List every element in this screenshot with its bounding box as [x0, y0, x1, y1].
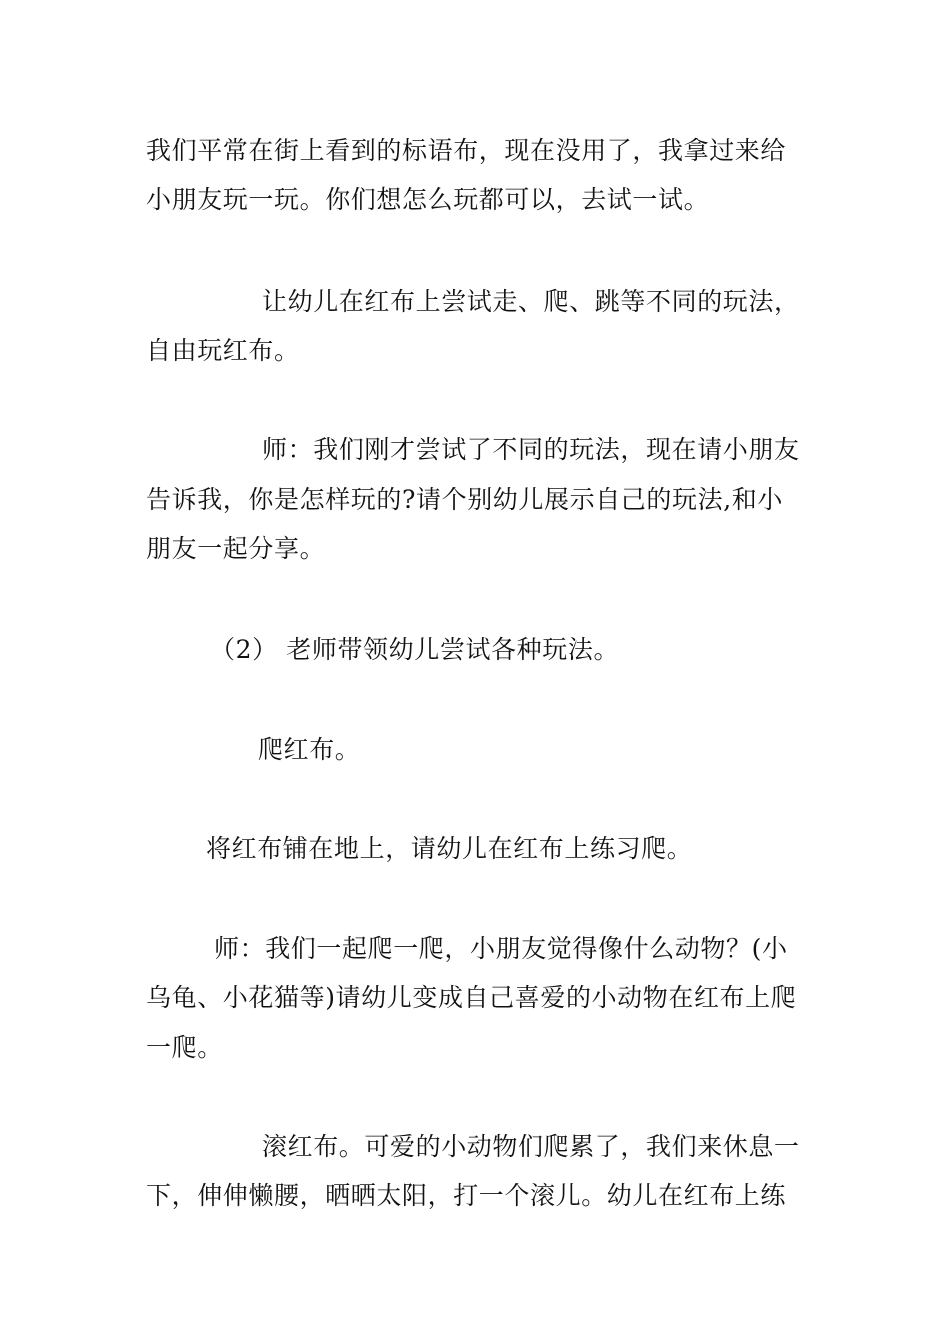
- paragraph-1-line-1: 我们平常在街上看到的标语布，现在没用了，我拿过来给: [146, 136, 787, 165]
- paragraph-3-line-3: 朋友一起分享。: [146, 534, 326, 563]
- paragraph-2-line-1: 让幼儿在红布上尝试走、爬、跳等不同的玩法，: [262, 287, 800, 316]
- paragraph-2-line-2: 自由玩红布。: [146, 336, 300, 365]
- paragraph-3-line-2: 告诉我，你是怎样玩的?请个别幼儿展示自己的玩法,和小: [146, 485, 783, 514]
- paragraph-7-line-2: 乌龟、小花猫等)请幼儿变成自己喜爱的小动物在红布上爬: [146, 983, 797, 1012]
- paragraph-6-line-1: 将红布铺在地上，请幼儿在红布上练习爬。: [206, 834, 693, 863]
- paragraph-7-line-3: 一爬。: [146, 1033, 223, 1062]
- paragraph-3-line-1: 师：我们刚才尝试了不同的玩法，现在请小朋友: [262, 435, 800, 464]
- paragraph-8-line-1: 滚红布。可爱的小动物们爬累了，我们来休息一: [262, 1132, 800, 1161]
- paragraph-4-line-1: （2） 老师带领幼儿尝试各种玩法。: [210, 635, 620, 664]
- paragraph-1-line-2: 小朋友玩一玩。你们想怎么玩都可以，去试一试。: [146, 185, 710, 214]
- paragraph-7-line-1: 师：我们一起爬一爬，小朋友觉得像什么动物？(小: [214, 934, 788, 963]
- paragraph-5-line-1: 爬红布。: [258, 735, 361, 764]
- paragraph-8-line-2: 下，伸伸懒腰，晒晒太阳，打一个滚儿。幼儿在红布上练: [146, 1181, 787, 1210]
